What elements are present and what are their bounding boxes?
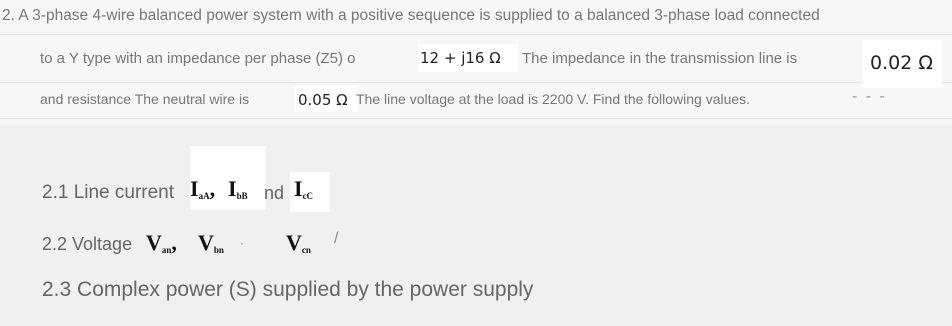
symbol-v-cn — [286, 230, 311, 256]
symbol-i-aa — [190, 176, 215, 202]
separator: , — [209, 176, 216, 201]
symbol-v: V — [198, 230, 214, 255]
question-2-3: 2.3 Complex power (S) supplied by the power supply — [42, 278, 534, 301]
symbol-v-an — [146, 230, 177, 256]
subscript-bn: bn — [213, 245, 224, 255]
subscript-cn: cn — [301, 245, 311, 255]
problem-line-3: and resistance The neutral wire is — [40, 91, 250, 107]
symbol-i: I — [294, 176, 303, 201]
faded-mark: / — [334, 230, 339, 247]
problem-line-1: 2. A 3-phase 4-wire balanced power system with a positive sequence is supplied to a balanced 3-phase load connected — [2, 7, 820, 24]
symbol-v-bn — [198, 230, 224, 256]
question-2-1: 2.1 Line current — [42, 182, 175, 203]
neutral-resistance-value: 0.05 Ω — [298, 91, 348, 109]
neutral-patch — [294, 86, 358, 112]
symbol-i-bb — [228, 176, 248, 202]
symbol-v: V — [286, 230, 302, 255]
problem-line-2 — [40, 50, 355, 67]
divider — [0, 82, 952, 83]
problem-line-2-text: to a Y type with an impedance per phase (Z5) o — [40, 50, 356, 67]
subscript-aa: aA — [198, 191, 210, 201]
line-impedance-patch — [862, 40, 942, 88]
symbol-i-cc — [294, 176, 313, 202]
symbol-v: V — [146, 230, 162, 255]
problem-line-3b: The line voltage at the load is 2200 V. Find the following values. — [356, 91, 751, 107]
faded-mark: · — [240, 236, 244, 250]
impedance-value: 12 + j16 Ω — [420, 49, 501, 67]
divider — [0, 34, 952, 35]
problem-line-2b: The impedance in the transmission line is — [522, 50, 798, 67]
subscript-cc: cC — [302, 191, 314, 201]
subscript-an: an — [161, 245, 172, 255]
symbol-i: I — [190, 176, 199, 201]
line-impedance-value: 0.02 Ω — [870, 52, 933, 74]
question-2-2: 2.2 Voltage — [42, 234, 133, 254]
divider — [0, 118, 952, 119]
question-2-1-and: nd — [264, 183, 285, 203]
separator: , — [171, 230, 177, 255]
symbol-i: I — [228, 176, 237, 201]
ellipsis-mark: - - - — [852, 88, 887, 105]
impedance-patch — [418, 44, 518, 72]
subscript-bb: bB — [236, 191, 248, 201]
